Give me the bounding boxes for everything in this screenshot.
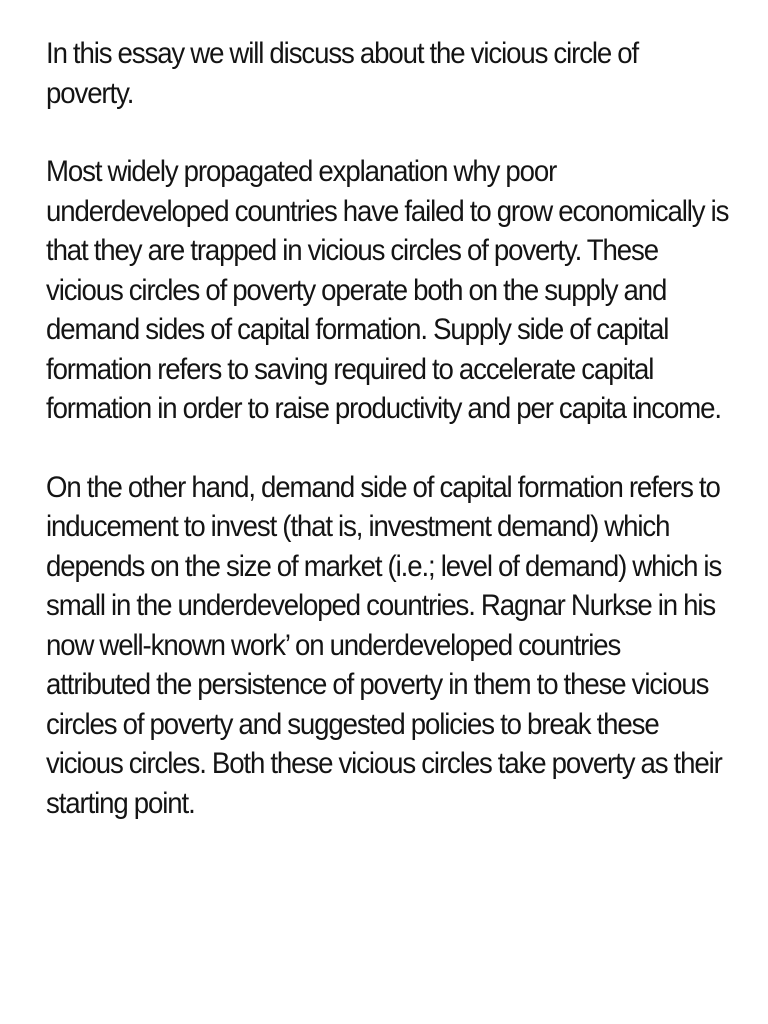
- demand-side-paragraph: On the other hand, demand side of capital formation refers to inducement to invest (that is, investment demand) which depends on the size of market (i.e.; level of demand) which is small in the underdeveloped countries. Ragnar Nurkse in his now well-known work’ on underdeveloped countries attributed the persistence of poverty in them to these vicious circles of poverty and suggested policies to break these vicious circles. Both these vicious circles take poverty as their starting point.: [46, 470, 722, 820]
- intro-paragraph: In this essay we will discuss about the vicious circle of poverty.: [46, 37, 639, 110]
- supply-side-paragraph: Most widely propagated explanation why poor underdeveloped countries have failed to grow economically is that they are trapped in vicious circles of poverty. These vicious circles of poverty operate both on the supply and demand sides of capital formation. Supply side of capital formation refers to saving required to accelerate capital formation in order to raise productivity and per capita income.: [46, 155, 729, 425]
